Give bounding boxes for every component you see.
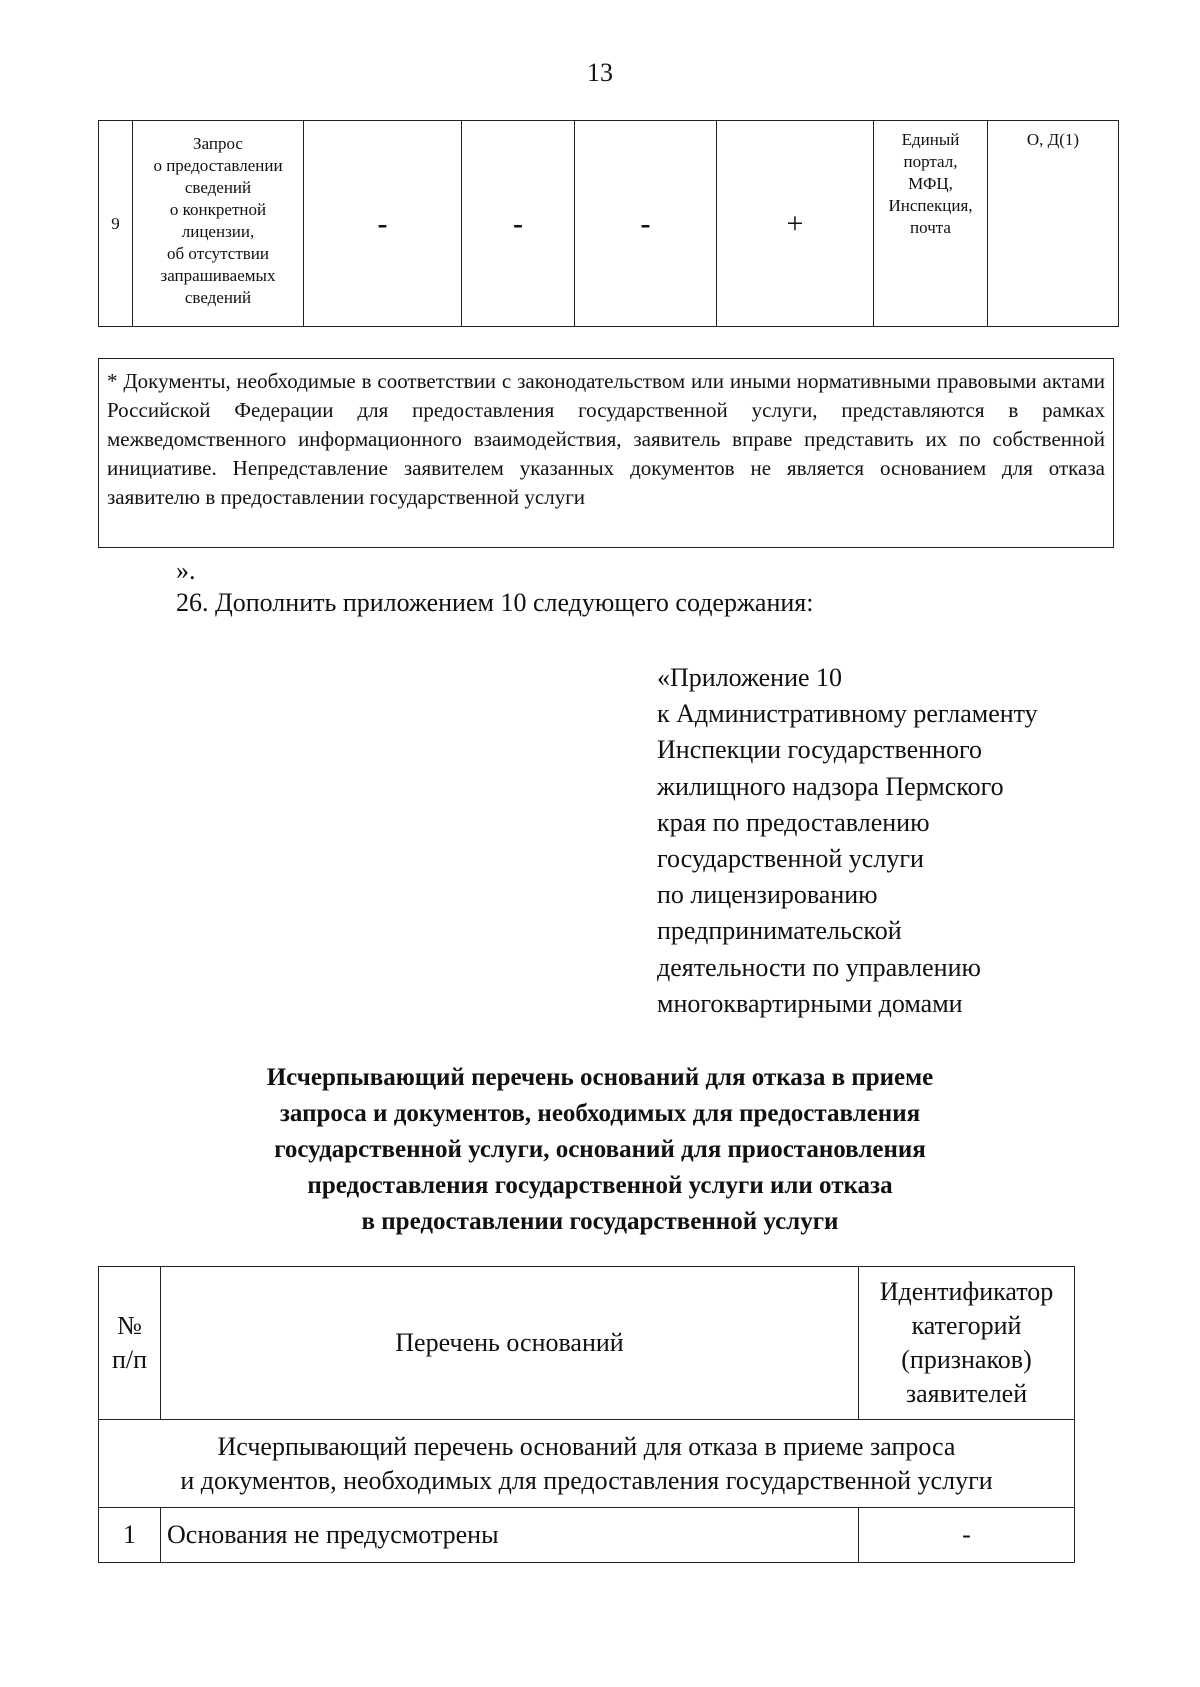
row-number: 9 — [99, 121, 133, 327]
header-number-line: № — [117, 1311, 142, 1340]
document-name-line: запрашиваемых — [160, 266, 276, 285]
section-row — [99, 1420, 1075, 1508]
table-header-row — [99, 1267, 1075, 1420]
cell-col6: + — [717, 121, 874, 327]
page-number: 13 — [587, 58, 613, 87]
applicant-category: О, Д(1) — [988, 121, 1119, 327]
closing-quote: ». — [176, 556, 196, 585]
document-name-line: сведений — [184, 288, 252, 307]
row-identifier: - — [859, 1508, 1075, 1563]
appendix-line: многоквартирными домами — [657, 988, 963, 1018]
appendix-line: предпринимательской — [657, 916, 902, 946]
appendix-line: края по предоставлению — [657, 807, 930, 837]
title-line: запроса и документов, необходимых для предоставления — [279, 1100, 921, 1127]
section-title — [99, 1420, 1075, 1508]
cell-col4: - — [462, 121, 575, 327]
documents-table-continued — [98, 120, 1119, 327]
document-name-line: сведений — [184, 178, 252, 197]
channel-line: портал, — [903, 152, 958, 171]
document-name-line: Запрос — [193, 134, 243, 153]
header-grounds-list: Перечень оснований — [161, 1267, 859, 1420]
channel-line: Единый — [901, 130, 960, 149]
header-number-line: п/п — [111, 1345, 148, 1374]
document-title — [150, 1060, 1050, 1240]
section-title-line: Исчерпывающий перечень оснований для отказа в приеме запроса — [217, 1431, 956, 1461]
section-title-line: и документов, необходимых для предоставления государственной услуги — [180, 1465, 993, 1495]
document-name-line: о конкретной — [169, 200, 267, 219]
title-line: в предоставлении государственной услуги — [361, 1208, 839, 1235]
grounds-table — [98, 1266, 1075, 1563]
header-number — [99, 1267, 161, 1420]
title-line: Исчерпывающий перечень оснований для отказа в приеме — [266, 1064, 934, 1091]
row-number: 1 — [99, 1508, 161, 1563]
document-name-line: лицензии, — [181, 222, 255, 241]
header-identifier — [859, 1267, 1075, 1420]
row-grounds-text: Основания не предусмотрены — [161, 1508, 859, 1563]
cell-col5: - — [575, 121, 717, 327]
title-line: государственной услуги, оснований для приостановления — [274, 1136, 926, 1163]
document-name-line: о предоставлении — [153, 156, 283, 175]
appendix-line: Инспекции государственного — [657, 735, 982, 765]
cell-col3: - — [304, 121, 462, 327]
footnote-box: * Документы, необходимые в соответствии с законодательством или иными нормативными правовыми актами Российской Федерации для предоставления государственной услуги, представляются в рамках межведомственного информационного взаимодействия, заявитель вправе представить их по собственной инициативе. Непредставление заявителем указанных документов не является основанием для отказа заявителю в предоставлении государственной услуги — [98, 358, 1114, 548]
header-identifier-line: категорий — [911, 1311, 1022, 1340]
submission-channels — [874, 121, 988, 327]
appendix-line: «Приложение 10 — [657, 663, 843, 692]
title-line: предоставления государственной услуги или отказа — [307, 1172, 893, 1199]
document-name — [133, 121, 304, 327]
appendix-line: к Административному регламенту — [657, 699, 1038, 729]
appendix-line: деятельности по управлению — [657, 952, 981, 982]
appendix-line: жилищного надзора Пермского — [657, 771, 1004, 801]
appendix-header — [657, 660, 1117, 1022]
header-identifier-line: заявителей — [905, 1379, 1028, 1408]
channel-line: МФЦ, — [908, 174, 953, 193]
channel-line: почта — [910, 218, 951, 237]
document-name-line: об отсутствии — [167, 244, 269, 263]
table-row — [99, 121, 1119, 327]
appendix-line: по лицензированию — [657, 880, 878, 910]
header-identifier-line: (признаков) — [901, 1345, 1032, 1374]
header-identifier-line: Идентификатор — [879, 1277, 1054, 1306]
table-row — [99, 1508, 1075, 1563]
item-26-text: 26. Дополнить приложением 10 следующего содержания: — [176, 588, 814, 617]
channel-line: Инспекция, — [888, 196, 973, 215]
appendix-line: государственной услуги — [657, 844, 924, 874]
